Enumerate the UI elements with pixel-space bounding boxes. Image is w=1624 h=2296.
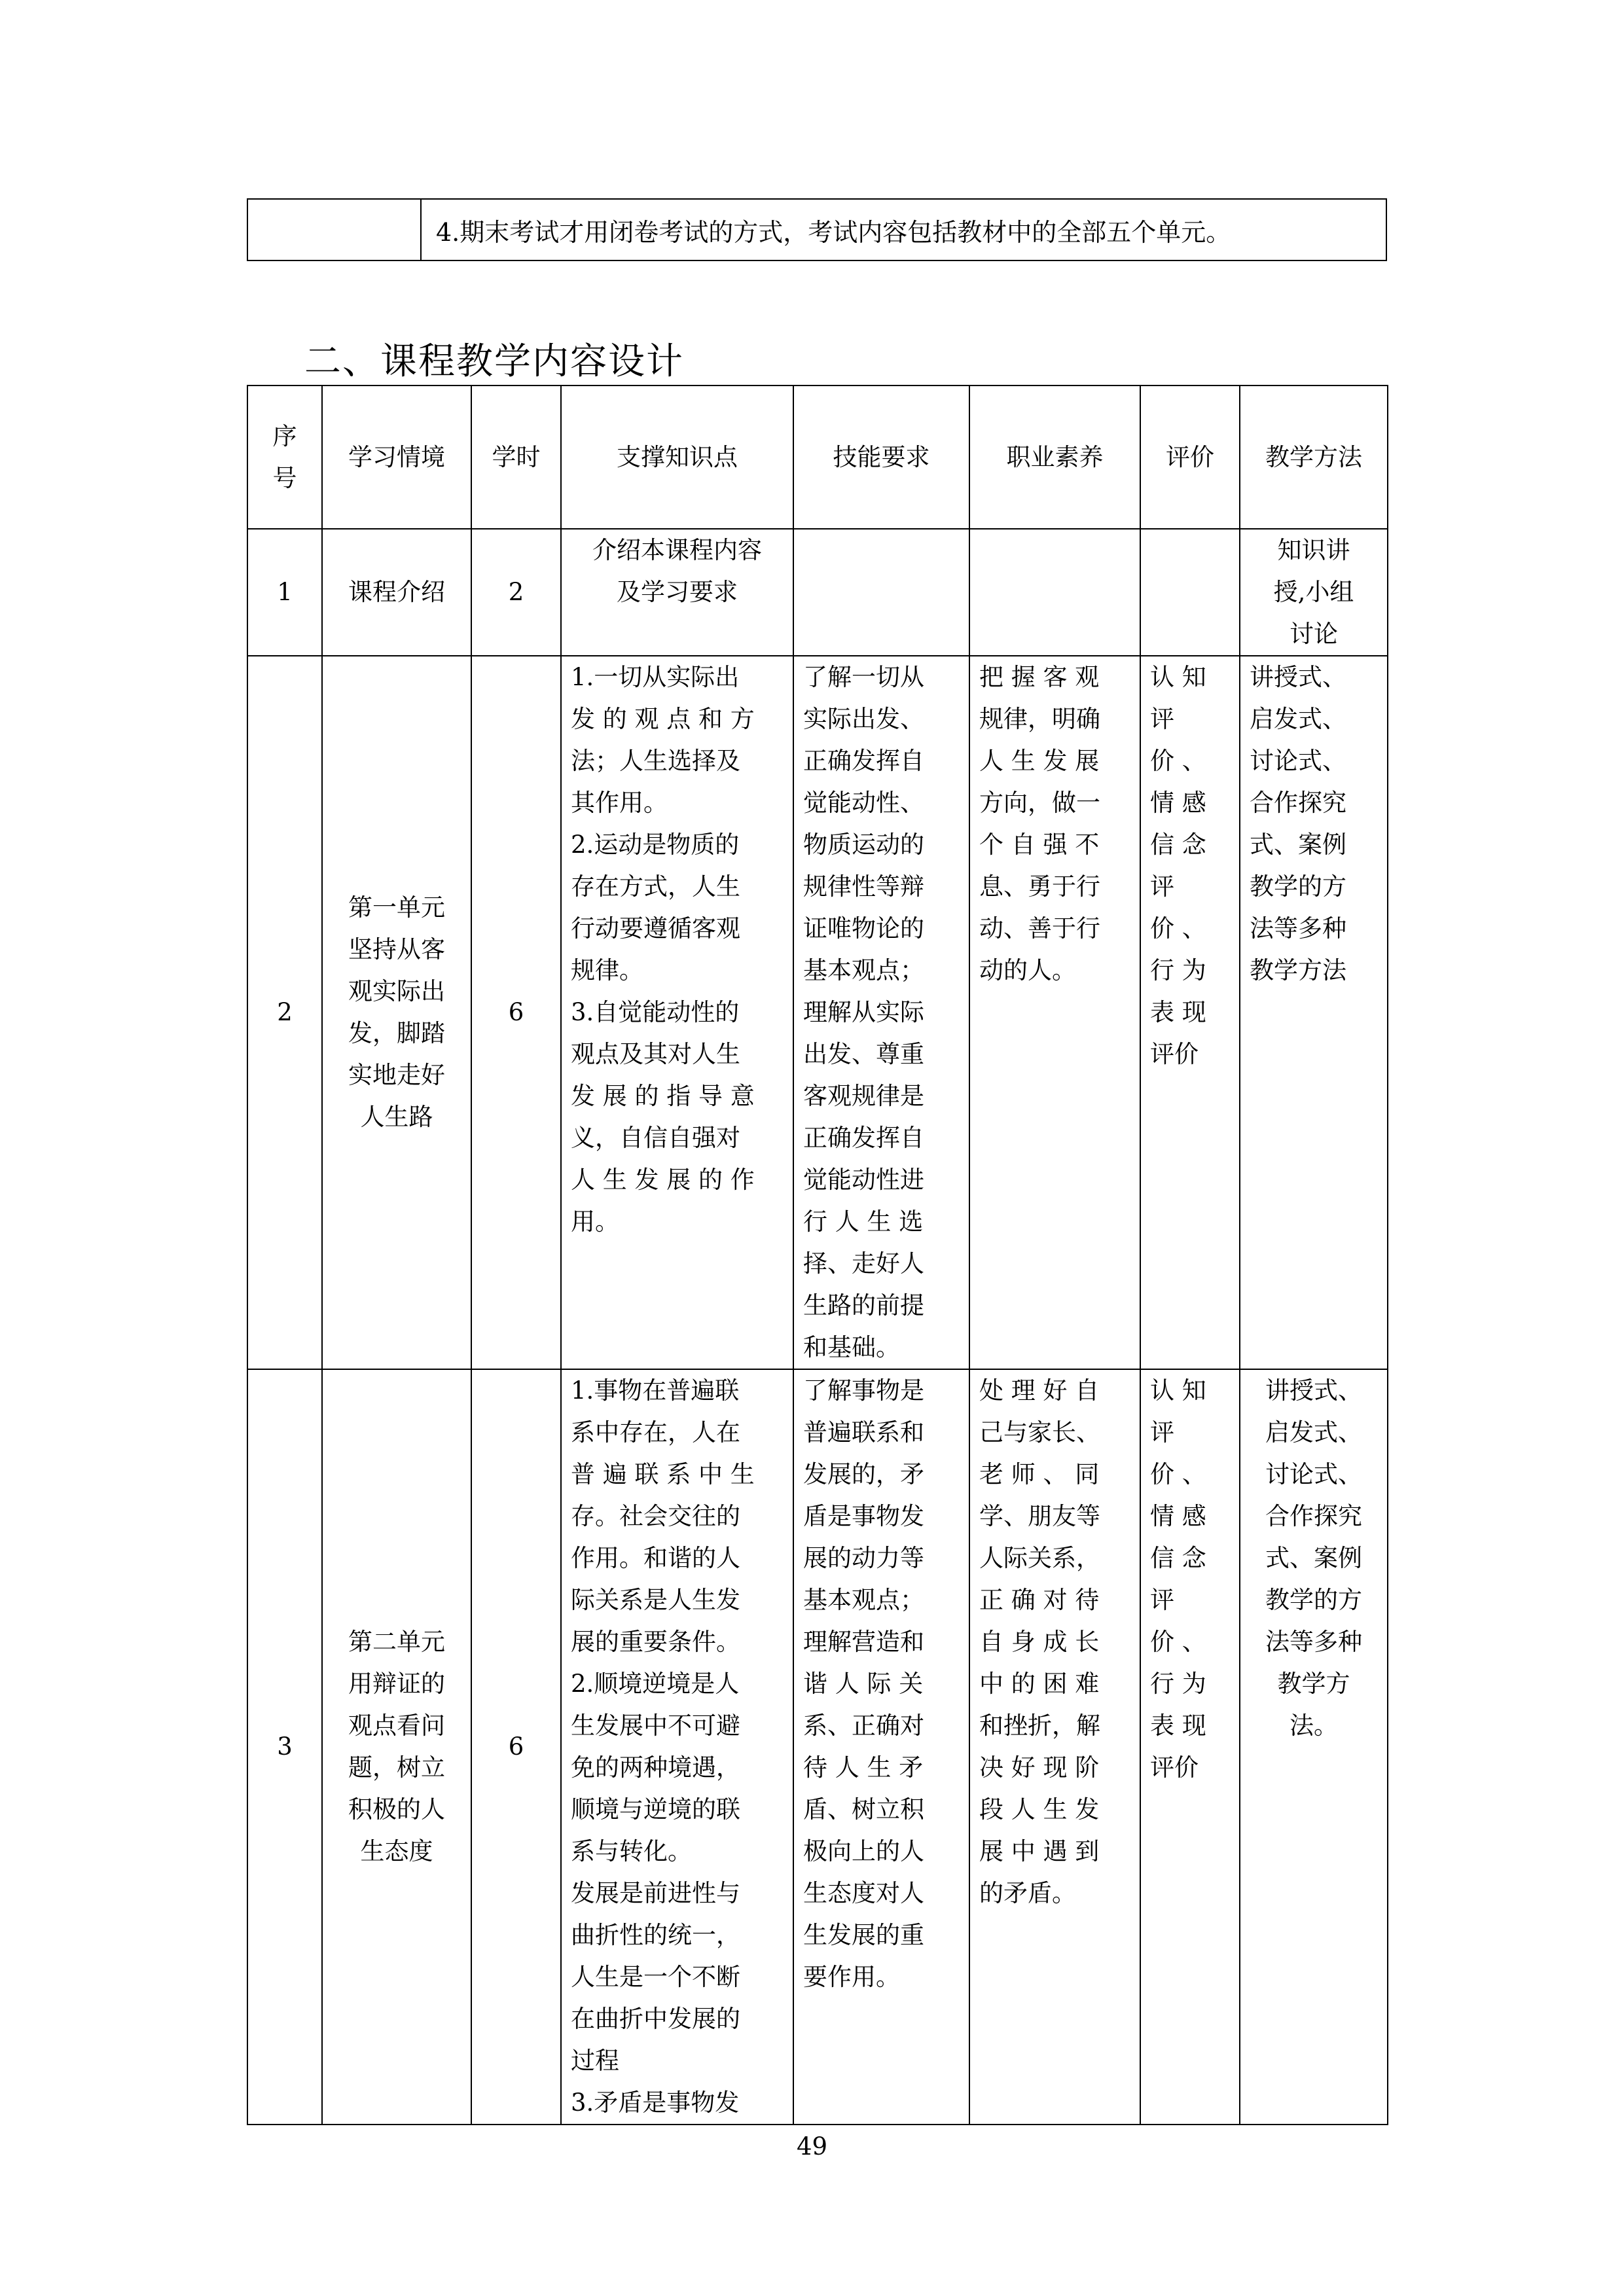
skills-cell bbox=[793, 529, 969, 656]
knowledge-cell: 介绍本课程内容 及学习要求 bbox=[561, 529, 793, 656]
course-content-table bbox=[247, 385, 1388, 2125]
literacy-cell: 处 理 好 自 己与家长、 老 师 、 同 学、朋友等 人际关系， 正 确 对 待 自 身 成 长 中 的 困 难 和挫折，解 决 好 现 阶 段 人 生 发 展 中 遇 到 的矛盾。 bbox=[969, 1369, 1140, 2125]
seq-cell: 2 bbox=[247, 656, 322, 1369]
literacy-cell bbox=[969, 529, 1140, 656]
situation-cell: 课程介绍 bbox=[322, 529, 471, 656]
header-method: 教学方法 bbox=[1240, 386, 1388, 529]
header-literacy: 职业素养 bbox=[969, 386, 1140, 529]
situation-cell: 第一单元 坚持从客 观实际出 发，脚踏 实地走好 人生路 bbox=[322, 656, 471, 1369]
empty-cell bbox=[247, 199, 421, 260]
table-row bbox=[247, 656, 1388, 1369]
hours-cell: 6 bbox=[471, 1369, 561, 2125]
knowledge-cell: 1.事物在普遍联 系中存在，人在 普 遍 联 系 中 生 存。社会交往的 作用。和谐的人 际关系是人生发 展的重要条件。 2.顺境逆境是人 生发展中不可避 免的两种境遇， 顺境与逆境的联 系与转化。 发展是前进性与 曲折性的统一， 人生是一个不断 在曲折中发展的 过程 3.矛盾是事物发 bbox=[561, 1369, 793, 2125]
page-number: 49 bbox=[796, 2132, 828, 2161]
header-row bbox=[247, 386, 1388, 529]
literacy-cell: 把 握 客 观 规律，明确 人 生 发 展 方向，做一 个 自 强 不 息、勇于行 动、善于行 动的人。 bbox=[969, 656, 1140, 1369]
table-row bbox=[247, 199, 1386, 260]
seq-cell: 3 bbox=[247, 1369, 322, 2125]
method-cell: 讲授式、 启发式、 讨论式、 合作探究 式、案例 教学的方 法等多种 教学方法 bbox=[1240, 656, 1388, 1369]
header-evaluation: 评价 bbox=[1140, 386, 1240, 529]
knowledge-cell: 1.一切从实际出 发 的 观 点 和 方 法；人生选择及 其作用。 2.运动是物质的 存在方式，人生 行动要遵循客观 规律。 3.自觉能动性的 观点及其对人生 发 展 的 指 导 意 义，自信自强对 人 生 发 展 的 作 用。 bbox=[561, 656, 793, 1369]
section-title: 二、课程教学内容设计 bbox=[304, 340, 684, 383]
evaluation-cell: 认 知 评 价 、 情 感 信 念 评 价 、 行 为 表 现 评价 bbox=[1140, 1369, 1240, 2125]
header-situation: 学习情境 bbox=[322, 386, 471, 529]
header-knowledge: 支撑知识点 bbox=[561, 386, 793, 529]
table-row bbox=[247, 1369, 1388, 2125]
header-skills: 技能要求 bbox=[793, 386, 969, 529]
evaluation-cell bbox=[1140, 529, 1240, 656]
previous-table-continuation bbox=[247, 198, 1387, 261]
skills-cell: 了解事物是 普遍联系和 发展的，矛 盾是事物发 展的动力等 基本观点； 理解营造和 谐 人 际 关 系、正确对 待 人 生 矛 盾、树立积 极向上的人 生态度对人 生发展的重 要作用。 bbox=[793, 1369, 969, 2125]
hours-cell: 2 bbox=[471, 529, 561, 656]
header-seq: 序 号 bbox=[247, 386, 322, 529]
hours-cell: 6 bbox=[471, 656, 561, 1369]
situation-cell: 第二单元 用辩证的 观点看问 题，树立 积极的人 生态度 bbox=[322, 1369, 471, 2125]
header-hours: 学时 bbox=[471, 386, 561, 529]
table-row bbox=[247, 529, 1388, 656]
evaluation-cell: 认 知 评 价 、 情 感 信 念 评 价 、 行 为 表 现 评价 bbox=[1140, 656, 1240, 1369]
exam-note-cell: 4.期末考试才用闭卷考试的方式，考试内容包括教材中的全部五个单元。 bbox=[421, 199, 1386, 260]
method-cell: 讲授式、 启发式、 讨论式、 合作探究 式、案例 教学的方 法等多种 教学方 法。 bbox=[1240, 1369, 1388, 2125]
seq-cell: 1 bbox=[247, 529, 322, 656]
method-cell: 知识讲 授,小组 讨论 bbox=[1240, 529, 1388, 656]
skills-cell: 了解一切从 实际出发、 正确发挥自 觉能动性、 物质运动的 规律性等辩 证唯物论的 基本观点； 理解从实际 出发、尊重 客观规律是 正确发挥自 觉能动性进 行 人 生 选 择、走好人 生路的前提 和基础。 bbox=[793, 656, 969, 1369]
